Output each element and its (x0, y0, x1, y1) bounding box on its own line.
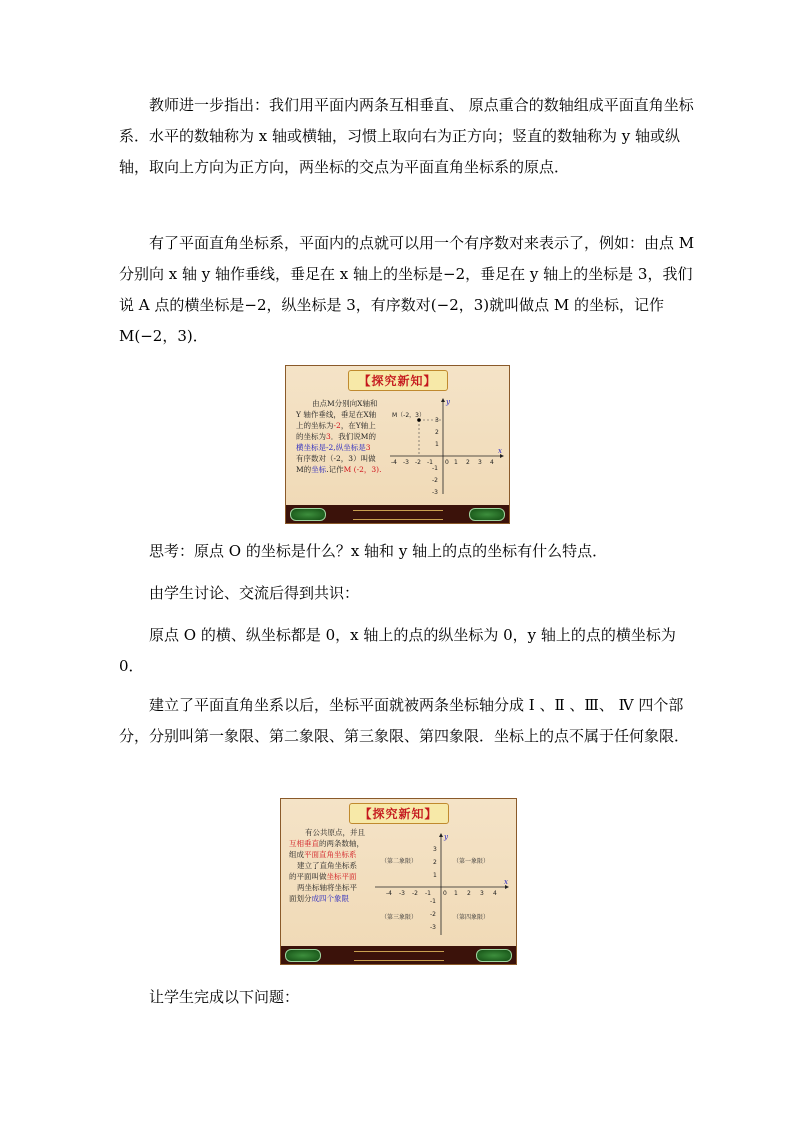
slide-line: 有序数对（-2，3）叫做 (296, 454, 376, 463)
slide-banner (281, 799, 516, 825)
x-tick-label: -4 (386, 890, 392, 897)
paragraph-quadrants: 建立了平面直角坐系以后，坐标平面就被两条坐标轴分成 Ⅰ 、Ⅱ 、Ⅲ、 Ⅳ 四个部分，分别叫第一象限、第二象限、第三象限、第四象限．坐标上的点不属于任何象限． (119, 696, 690, 745)
x-tick-label: 1 (454, 459, 458, 466)
slide-text: .记作 (326, 465, 344, 474)
slide-text: 的平面叫做 (289, 872, 327, 881)
quadrant-3-label: （第三象限） (381, 914, 418, 921)
quadrant-2-label: （第二象限） (381, 858, 418, 865)
slide-banner (286, 366, 509, 392)
slide-text: ．我们说M的 (330, 432, 376, 441)
highlight-blue: 横坐标是-2,纵坐标是 (296, 443, 366, 452)
slide-line: Y 轴作垂线，垂足在X轴 (296, 410, 377, 419)
y-tick-label: -2 (430, 911, 436, 918)
slide-text: M的 (296, 465, 312, 474)
paragraph-coordinate-system-definition: 教师进一步指出：我们用平面内两条互相垂直、 原点重合的数轴组成平面直角坐标系．水平的数轴称为 x 轴或横轴，习惯上取向右为正方向；竖直的数轴称为 y 轴或纵轴，取向上方向为正方向，两坐标的交点为平面直角坐标系的原点． (119, 96, 694, 176)
y-axis-name: y (444, 833, 448, 841)
y-tick-label: 2 (435, 429, 439, 436)
coordinate-plane-m (388, 396, 506, 496)
x-tick-label: -2 (412, 890, 418, 897)
coordinate-plane-quadrants (371, 831, 511, 939)
y-tick-label: -3 (430, 924, 436, 931)
slide-text: 面划分 (289, 894, 312, 903)
y-tick-label: 1 (435, 441, 439, 448)
x-axis-name: x (498, 447, 502, 455)
slide-explanation (296, 398, 388, 475)
y-tick-label: -3 (432, 489, 438, 496)
highlight-red: 3 (365, 443, 371, 452)
highlight-red: 平面直角坐标系 (304, 850, 357, 859)
y-tick-label: -1 (432, 465, 438, 472)
slide-line (289, 871, 381, 882)
paragraph-point-coordinates-example: 有了平面直角坐标系，平面内的点就可以用一个有序数对来表示了，例如：由点 M 分别向 x 轴 y 轴作垂线，垂足在 x 轴上的坐标是−2，垂足在 y 轴上的坐标是 3，我们说 A 点的横坐标是−2，纵坐标是 3，有序数对(−2，3)就叫做点 M 的坐标，记作 M(−2，3)． (119, 234, 695, 345)
slide-line: 建立了直角坐标系 (297, 861, 357, 870)
next-slide-button[interactable] (476, 949, 512, 962)
y-axis-arrow (441, 398, 445, 402)
x-tick-label: -3 (403, 459, 409, 466)
slide-text: 的两条数轴， (319, 839, 364, 848)
quadrant-4-label: （第四象限） (453, 914, 490, 921)
slide-text: ，在Y轴上 (340, 421, 376, 430)
prev-slide-button[interactable] (290, 508, 326, 521)
x-tick-label: 3 (480, 890, 484, 897)
next-slide-button[interactable] (469, 508, 505, 521)
x-tick-label: -1 (427, 459, 433, 466)
highlight-red: -2 (333, 421, 341, 430)
x-tick-label: 2 (467, 890, 471, 897)
x-tick-label: -1 (425, 890, 431, 897)
y-tick-label: -1 (430, 898, 436, 905)
y-tick-label: 1 (433, 872, 437, 879)
slide-line: 有公共原点，并且 (305, 828, 365, 837)
footer-ornament (353, 510, 443, 520)
slide-line (296, 420, 388, 431)
slide-footer (286, 505, 509, 523)
y-axis-arrow (439, 833, 443, 837)
x-tick-label: 4 (493, 890, 497, 897)
slide-line (296, 464, 388, 475)
point-m-label: M（-2，3） (392, 412, 425, 419)
slide-text: 上的坐标为 (296, 421, 334, 430)
x-tick-label: -4 (391, 459, 397, 466)
paragraph-student-discussion: 由学生讨论、交流后得到共识： (149, 584, 360, 602)
highlight-blue: 坐标 (311, 465, 327, 474)
slide-line: 两坐标轴将坐标平 (297, 883, 357, 892)
slide-title: 【探究新知】 (348, 803, 448, 824)
slide-text: 组成 (289, 850, 304, 859)
x-tick-label: 2 (466, 459, 470, 466)
slide-line (296, 431, 388, 442)
slide-line (296, 442, 388, 453)
y-tick-label: 3 (433, 846, 437, 853)
highlight-red: 坐标平面 (326, 872, 357, 881)
slide-title: 【探究新知】 (347, 370, 447, 391)
x-tick-label: -2 (415, 459, 421, 466)
x-tick-label: 3 (478, 459, 482, 466)
y-axis-name: y (446, 398, 450, 406)
slide-line (289, 838, 381, 849)
quadrant-1-label: （第一象限） (453, 858, 490, 865)
highlight-red: 互相垂直 (289, 839, 319, 848)
highlight-blue: 成四个象限 (311, 894, 349, 903)
slide-explanation (289, 827, 381, 904)
highlight-red: M (-2，3). (343, 465, 382, 474)
paragraph-student-task: 让学生完成以下问题： (149, 988, 300, 1006)
paragraph-axis-point-coordinates: 原点 O 的横、纵坐标都是 0，x 轴上的点的纵坐标为 0，y 轴上的点的横坐标为 0． (119, 626, 676, 675)
x-tick-label: 1 (454, 890, 458, 897)
slide-text: 的坐标为 (296, 432, 326, 441)
x-tick-label: 4 (490, 459, 494, 466)
slide-quadrants (280, 798, 517, 965)
y-tick-label: 2 (433, 859, 437, 866)
slide-line (289, 849, 381, 860)
highlight-red: 3 (326, 432, 331, 441)
x-tick-label: 0 (445, 459, 449, 466)
slide-footer (281, 946, 516, 964)
slide-point-m-coordinates (285, 365, 510, 524)
y-tick-label: -2 (432, 477, 438, 484)
x-tick-label: -3 (399, 890, 405, 897)
footer-ornament (354, 951, 444, 961)
x-tick-label: 0 (443, 890, 447, 897)
paragraph-think-question: 思考：原点 O 的坐标是什么？x 轴和 y 轴上的点的坐标有什么特点． (149, 542, 608, 560)
slide-line: 由点M分别向X轴和 (312, 399, 378, 408)
slide-line (289, 893, 381, 904)
y-tick-label: 3 (435, 417, 439, 424)
x-axis-name: x (504, 878, 508, 886)
prev-slide-button[interactable] (285, 949, 321, 962)
